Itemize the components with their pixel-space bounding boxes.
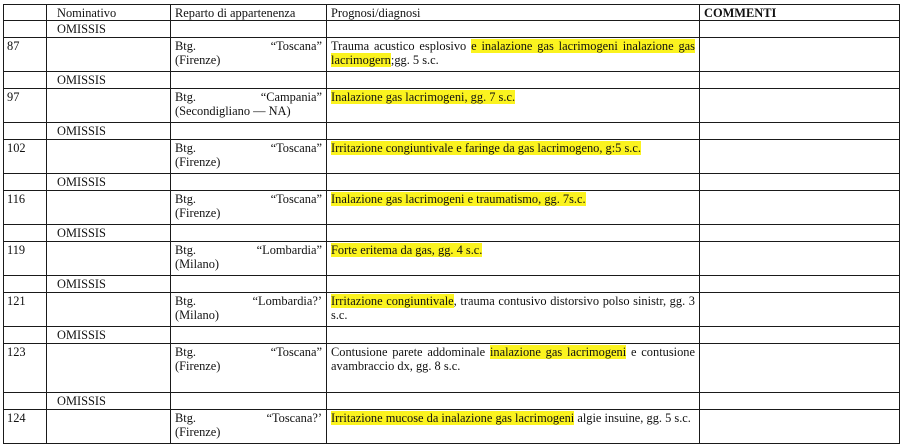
reparto-unit: “Lombardia?’ — [252, 294, 322, 308]
row-reparto — [171, 89, 327, 123]
reparto-city: (Firenze) — [175, 53, 221, 67]
row-commenti — [700, 410, 900, 444]
reparto-btg: Btg. — [175, 192, 196, 206]
reparto-unit: “Toscana?’ — [266, 411, 322, 425]
empty-cell — [4, 21, 47, 38]
reparto-unit: “Lombardia” — [256, 243, 322, 257]
row-id: 116 — [4, 191, 47, 225]
row-nominativo — [47, 140, 171, 174]
header-reparto: Reparto di appartenenza — [171, 5, 327, 21]
empty-cell — [4, 123, 47, 140]
reparto-line — [175, 294, 322, 308]
row-prognosi — [327, 191, 700, 225]
empty-cell — [171, 225, 327, 242]
row-nominativo — [47, 293, 171, 327]
row-prognosi — [327, 410, 700, 444]
empty-cell — [4, 225, 47, 242]
reparto-city: (Firenze) — [175, 359, 221, 373]
highlighted-text: Irritazione congiuntivale — [331, 294, 454, 308]
row-commenti — [700, 191, 900, 225]
empty-cell — [171, 276, 327, 293]
highlighted-text: Forte eritema da gas, gg. 4 s.c. — [331, 243, 483, 257]
highlighted-text: inalazione gas lacrimogeni — [489, 345, 627, 359]
reparto-line — [175, 39, 322, 53]
reparto-btg: Btg. — [175, 294, 196, 308]
table-row — [4, 293, 900, 327]
omissis-row — [4, 327, 900, 344]
omissis-label: OMISSIS — [47, 72, 171, 89]
empty-cell — [327, 393, 700, 410]
empty-cell — [700, 276, 900, 293]
diagnosis-text: , trauma contusivo distorsivo polso sinistr, gg. 3 s.c. — [331, 294, 695, 322]
reparto-city: (Secondigliano — NA) — [175, 104, 291, 118]
empty-cell — [327, 276, 700, 293]
omissis-label: OMISSIS — [47, 174, 171, 191]
empty-cell — [171, 21, 327, 38]
row-prognosi — [327, 344, 700, 393]
row-nominativo — [47, 191, 171, 225]
omissis-row — [4, 225, 900, 242]
row-id: 124 — [4, 410, 47, 444]
table-body — [4, 5, 900, 444]
omissis-row — [4, 174, 900, 191]
highlighted-text: Irritazione congiuntivale e faringe da gas lacrimogeno, g:5 s.c. — [331, 141, 641, 155]
empty-cell — [327, 21, 700, 38]
row-id: 123 — [4, 344, 47, 393]
reparto-line — [175, 345, 322, 359]
reparto-unit: “Toscana” — [270, 39, 322, 53]
row-id: 121 — [4, 293, 47, 327]
omissis-row — [4, 276, 900, 293]
table-row — [4, 410, 900, 444]
reparto-line — [175, 192, 322, 206]
row-reparto — [171, 410, 327, 444]
reparto-btg: Btg. — [175, 345, 196, 359]
reparto-city: (Milano) — [175, 257, 220, 271]
highlighted-text: Inalazione gas lacrimogeni, gg. 7 s.c. — [331, 90, 516, 104]
row-reparto — [171, 38, 327, 72]
reparto-line — [175, 141, 322, 155]
empty-cell — [171, 72, 327, 89]
empty-cell — [327, 72, 700, 89]
omissis-row — [4, 72, 900, 89]
table-row — [4, 242, 900, 276]
row-reparto — [171, 293, 327, 327]
empty-cell — [327, 174, 700, 191]
table-row — [4, 140, 900, 174]
row-reparto — [171, 191, 327, 225]
row-nominativo — [47, 89, 171, 123]
omissis-label: OMISSIS — [47, 276, 171, 293]
empty-cell — [700, 327, 900, 344]
empty-cell — [4, 276, 47, 293]
reparto-btg: Btg. — [175, 411, 196, 425]
injury-report-table — [3, 4, 900, 444]
empty-cell — [327, 327, 700, 344]
reparto-line — [175, 411, 322, 425]
table-row — [4, 344, 900, 393]
row-id: 97 — [4, 89, 47, 123]
row-nominativo — [47, 242, 171, 276]
header-id — [4, 5, 47, 21]
table-row — [4, 38, 900, 72]
empty-cell — [4, 393, 47, 410]
diagnosis-text: ;gg. 5 s.c. — [390, 53, 439, 67]
empty-cell — [4, 72, 47, 89]
reparto-city: (Firenze) — [175, 155, 221, 169]
empty-cell — [4, 327, 47, 344]
row-commenti — [700, 38, 900, 72]
row-reparto — [171, 344, 327, 393]
table-row — [4, 191, 900, 225]
row-commenti — [700, 140, 900, 174]
reparto-line — [175, 243, 322, 257]
empty-cell — [700, 174, 900, 191]
header-prognosi: Prognosi/diagnosi — [327, 5, 700, 21]
highlighted-text: Inalazione gas lacrimogeni e traumatismo, gg. 7s.c. — [331, 192, 586, 206]
omissis-label: OMISSIS — [47, 393, 171, 410]
empty-cell — [171, 123, 327, 140]
empty-cell — [171, 393, 327, 410]
row-nominativo — [47, 38, 171, 72]
omissis-label: OMISSIS — [47, 225, 171, 242]
omissis-label: OMISSIS — [47, 21, 171, 38]
row-reparto — [171, 242, 327, 276]
reparto-city: (Milano) — [175, 308, 220, 322]
row-nominativo — [47, 410, 171, 444]
omissis-label: OMISSIS — [47, 327, 171, 344]
row-prognosi — [327, 38, 700, 72]
row-prognosi — [327, 140, 700, 174]
empty-cell — [700, 72, 900, 89]
row-nominativo — [47, 344, 171, 393]
omissis-row — [4, 123, 900, 140]
reparto-btg: Btg. — [175, 141, 196, 155]
diagnosis-text: e contusione avambraccio dx, gg. 8 s.c. — [331, 345, 695, 373]
diagnosis-text: algie insuine, gg. 5 s.c. — [574, 411, 691, 425]
row-id: 119 — [4, 242, 47, 276]
header-nominativo: Nominativo — [47, 5, 171, 21]
diagnosis-text: Trauma acustico esplosivo — [331, 39, 472, 53]
diagnosis-text: Contusione parete addominale — [331, 345, 490, 359]
reparto-btg: Btg. — [175, 90, 196, 104]
reparto-btg: Btg. — [175, 243, 196, 257]
reparto-city: (Firenze) — [175, 206, 221, 220]
empty-cell — [171, 327, 327, 344]
row-id: 87 — [4, 38, 47, 72]
row-id: 102 — [4, 140, 47, 174]
reparto-unit: “Toscana” — [270, 345, 322, 359]
omissis-label: OMISSIS — [47, 123, 171, 140]
empty-cell — [327, 123, 700, 140]
row-commenti — [700, 344, 900, 393]
empty-cell — [700, 123, 900, 140]
row-prognosi — [327, 242, 700, 276]
omissis-row — [4, 21, 900, 38]
empty-cell — [700, 393, 900, 410]
highlighted-text: Irritazione mucose da inalazione gas lacrimogeni — [331, 411, 575, 425]
highlighted-text: e inalazione gas lacrimogeni inalazione gas lacrimogern — [331, 39, 695, 67]
row-commenti — [700, 242, 900, 276]
reparto-line — [175, 90, 322, 104]
empty-cell — [700, 225, 900, 242]
row-commenti — [700, 89, 900, 123]
omissis-row — [4, 393, 900, 410]
row-prognosi — [327, 89, 700, 123]
reparto-unit: “Campania” — [260, 90, 322, 104]
empty-cell — [700, 21, 900, 38]
reparto-unit: “Toscana” — [270, 141, 322, 155]
reparto-btg: Btg. — [175, 39, 196, 53]
row-prognosi — [327, 293, 700, 327]
reparto-city: (Firenze) — [175, 425, 221, 439]
reparto-unit: “Toscana” — [270, 192, 322, 206]
row-commenti — [700, 293, 900, 327]
empty-cell — [4, 174, 47, 191]
empty-cell — [327, 225, 700, 242]
header-commenti: COMMENTI — [700, 5, 900, 21]
header-row — [4, 5, 900, 21]
row-reparto — [171, 140, 327, 174]
empty-cell — [171, 174, 327, 191]
table-row — [4, 89, 900, 123]
